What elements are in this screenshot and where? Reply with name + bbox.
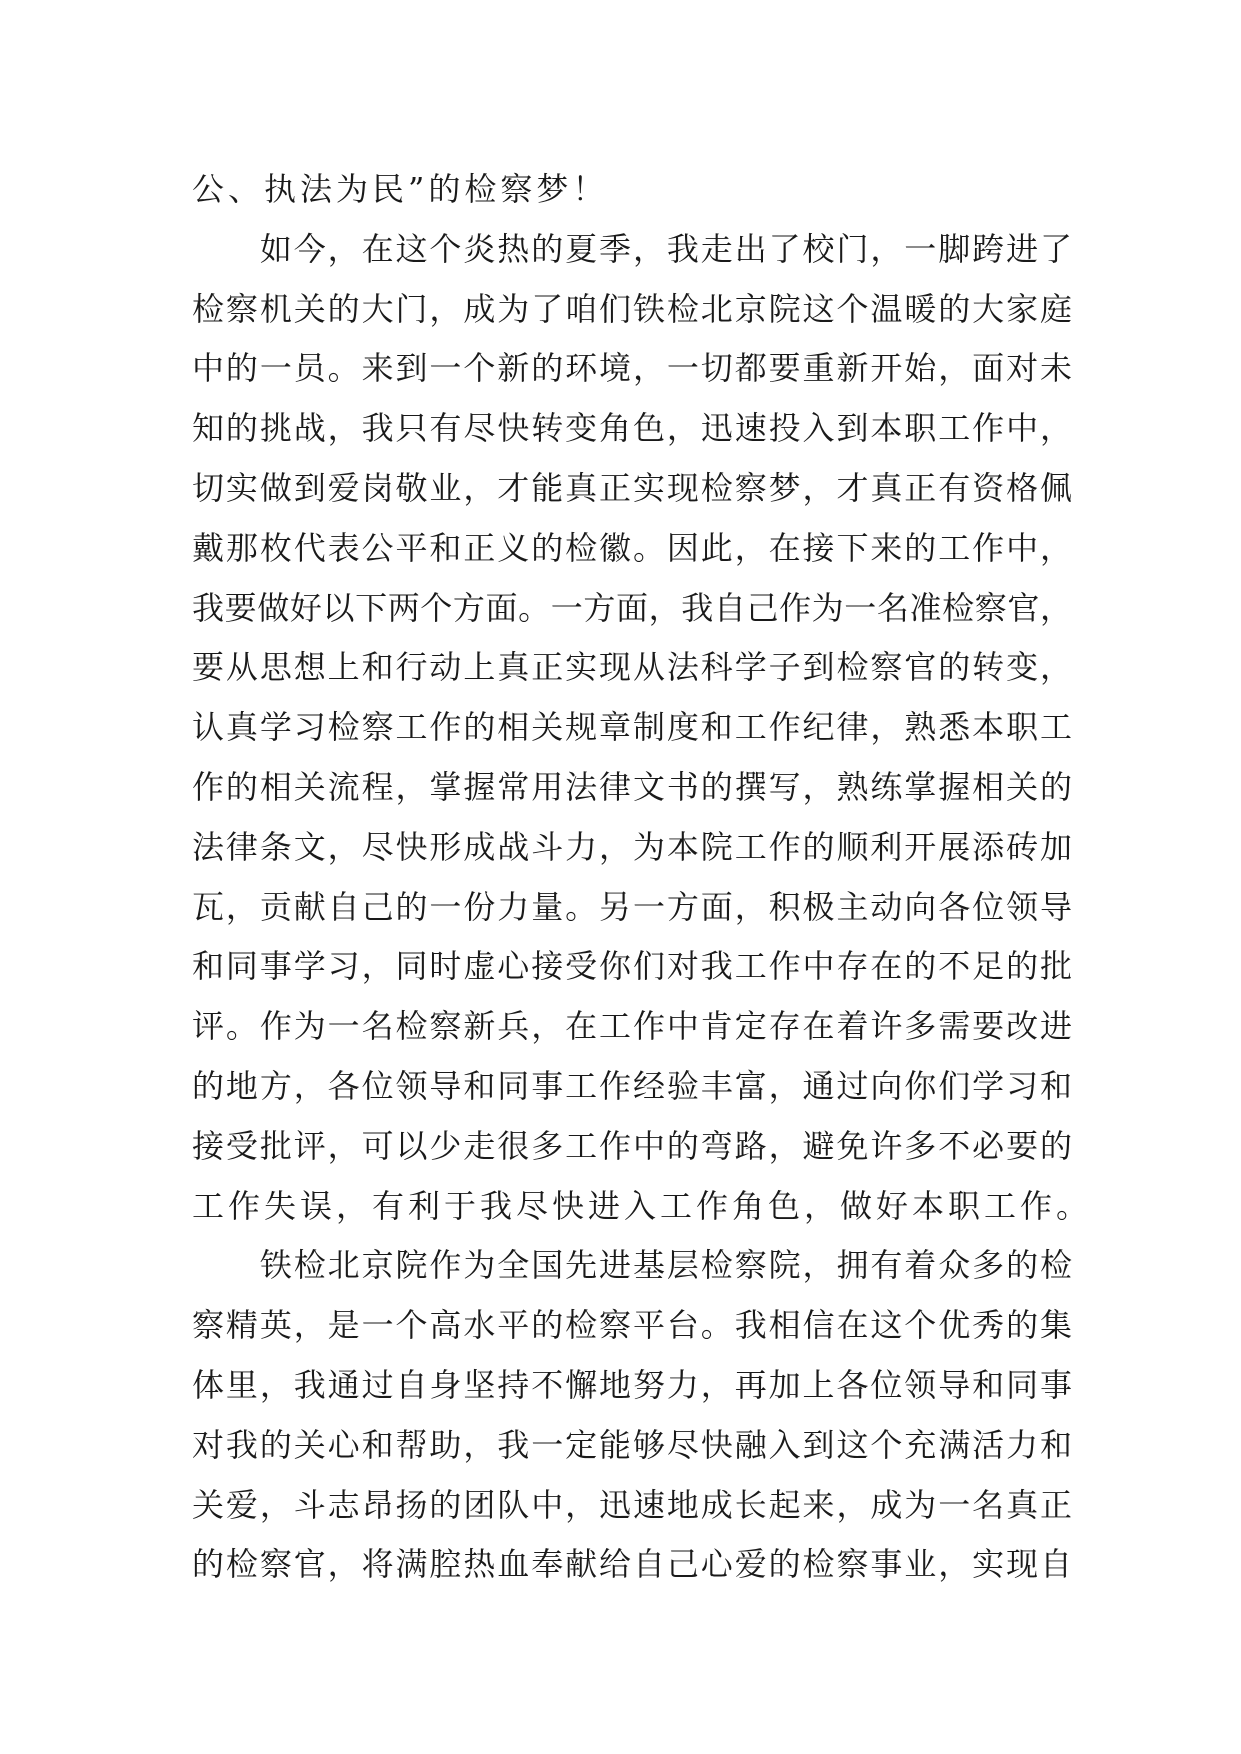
paragraph-3 — [192, 1236, 1072, 1595]
text-line: 我要做好以下两个方面。一方面，我自己作为一名准检察官， — [192, 588, 1072, 627]
text-line: 公、执法为民”的检察梦！ — [192, 170, 609, 208]
text-line: 铁检北京院作为全国先进基层检察院，拥有着众多的检 — [192, 1246, 1072, 1285]
text-line: 瓦，贡献自己的一份力量。另一方面，积极主动向各位领导 — [192, 887, 1072, 926]
text-line: 接受批评，可以少走很多工作中的弯路，避免许多不必要的 — [192, 1126, 1072, 1165]
text-line: 中的一员。来到一个新的环境，一切都要重新开始，面对未 — [192, 349, 1072, 388]
paragraph-2 — [192, 220, 1093, 1237]
text-line: 的地方，各位领导和同事工作经验丰富，通过向你们学习和 — [192, 1066, 1072, 1105]
text-line: 知的挑战，我只有尽快转变角色，迅速投入到本职工作中， — [192, 409, 1072, 448]
text-line: 体里，我通过自身坚持不懈地努力，再加上各位领导和同事 — [192, 1365, 1072, 1404]
text-line: 察精英，是一个高水平的检察平台。我相信在这个优秀的集 — [192, 1306, 1072, 1345]
text-line: 对我的关心和帮助，我一定能够尽快融入到这个充满活力和 — [192, 1425, 1072, 1464]
paragraph-1 — [192, 160, 1072, 220]
text-line: 戴那枚代表公平和正义的检徽。因此，在接下来的工作中， — [192, 528, 1072, 567]
document-body — [192, 160, 1093, 1595]
text-line: 检察机关的大门，成为了咱们铁检北京院这个温暖的大家庭 — [192, 289, 1072, 328]
text-line: 和同事学习，同时虚心接受你们对我工作中存在的不足的批 — [192, 947, 1072, 986]
text-line: 评。作为一名检察新兵，在工作中肯定存在着许多需要改进 — [192, 1007, 1072, 1046]
text-line: 工作失误，有利于我尽快进入工作角色，做好本职工作。 — [192, 1186, 1093, 1225]
text-line: 切实做到爱岗敬业，才能真正实现检察梦，才真正有资格佩 — [192, 468, 1072, 507]
text-line: 的检察官，将满腔热血奉献给自己心爱的检察事业，实现自 — [192, 1545, 1072, 1584]
text-line: 作的相关流程，掌握常用法律文书的撰写，熟练掌握相关的 — [192, 767, 1072, 806]
text-line: 如今，在这个炎热的夏季，我走出了校门，一脚跨进了 — [192, 229, 1072, 268]
text-line: 要从思想上和行动上真正实现从法科学子到检察官的转变， — [192, 648, 1072, 687]
text-line: 关爱，斗志昂扬的团队中，迅速地成长起来，成为一名真正 — [192, 1485, 1072, 1524]
text-line: 认真学习检察工作的相关规章制度和工作纪律，熟悉本职工 — [192, 708, 1072, 747]
text-line: 法律条文，尽快形成战斗力，为本院工作的顺利开展添砖加 — [192, 827, 1072, 866]
